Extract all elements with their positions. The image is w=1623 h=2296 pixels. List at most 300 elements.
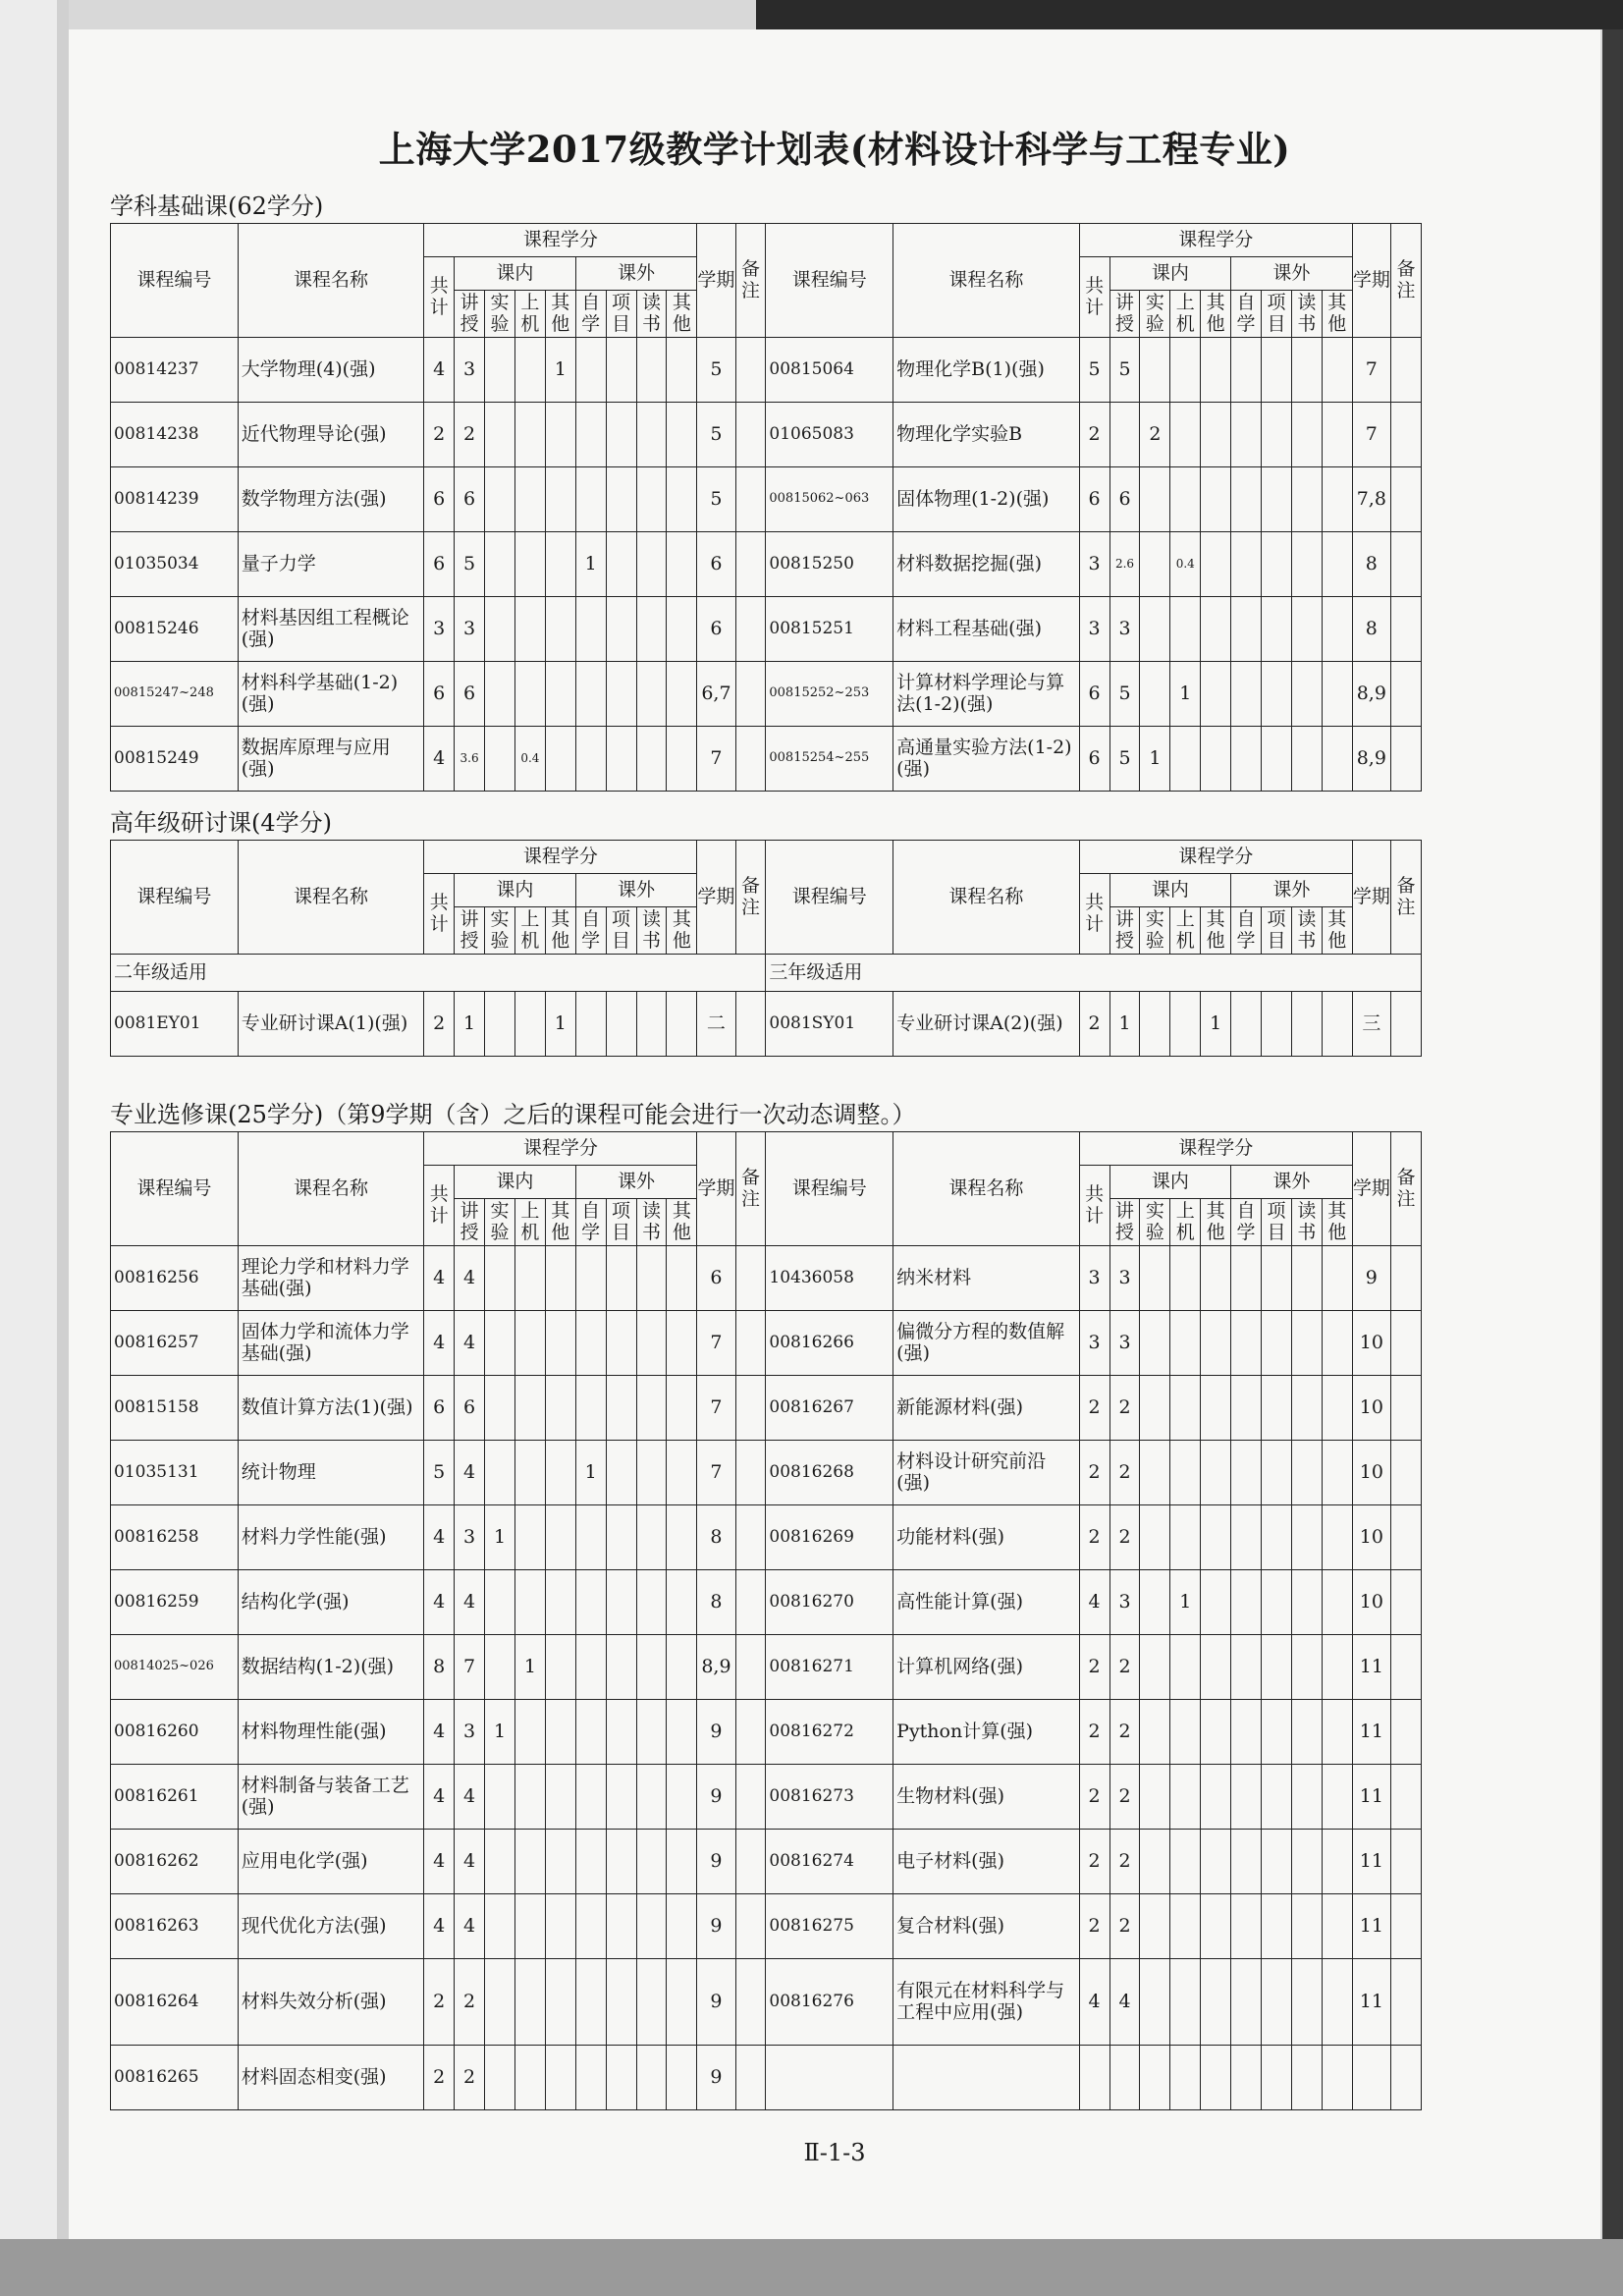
table-row [111,992,1422,1057]
credit-cell [485,1765,515,1830]
credit-total [1079,2046,1109,2110]
credit-cell [1231,403,1262,467]
course-name [893,2046,1080,2110]
credit-cell [1291,1570,1322,1635]
semester-cell: 6 [697,1246,735,1311]
credit-cell [1322,992,1352,1057]
credit-cell [545,532,575,597]
course-name: 材料制备与装备工艺(强) [238,1765,424,1830]
course-name: 高通量实验方法(1-2)(强) [893,727,1080,792]
credit-cell [575,662,606,727]
credit-cell [485,532,515,597]
credit-total: 4 [424,727,455,792]
header-out-class: 课外 [575,874,697,907]
credit-cell [1291,1830,1322,1894]
credit-cell [575,2046,606,2110]
course-name: 统计物理 [238,1441,424,1505]
semester-cell: 7 [1352,403,1390,467]
credit-cell [545,1441,575,1505]
header-project: 项目 [1262,291,1292,338]
credit-total: 6 [424,1376,455,1441]
credit-cell [667,1765,697,1830]
credit-cell [1322,1376,1352,1441]
credit-cell: 2 [1109,1765,1140,1830]
credit-cell [606,338,636,403]
remark-cell [735,1635,766,1700]
credit-cell: 4 [1109,1959,1140,2046]
course-name: 材料固态相变(强) [238,2046,424,2110]
semester-cell: 10 [1352,1376,1390,1441]
scan-left-margin [0,0,69,2296]
credit-cell [1231,1959,1262,2046]
header-out-class: 课外 [1231,1166,1353,1199]
credit-cell [1231,992,1262,1057]
semester-cell: 8 [697,1570,735,1635]
course-code: 00816267 [766,1376,893,1441]
credit-cell [606,2046,636,2110]
credit-cell [1201,1635,1231,1700]
credit-cell [636,662,667,727]
remark-cell [1390,1894,1421,1959]
credit-cell [1231,2046,1262,2110]
credit-cell: 2.6 [1109,532,1140,597]
credit-total: 2 [1079,1635,1109,1700]
credit-total: 4 [424,1505,455,1570]
credit-cell: 4 [455,1441,485,1505]
credit-cell [1140,1441,1170,1505]
credit-cell: 3 [1109,1311,1140,1376]
seminar-course-table [110,840,1422,1057]
credit-cell [1231,1830,1262,1894]
credit-cell [1231,1700,1262,1765]
credit-cell [1291,1959,1322,2046]
credit-cell [485,597,515,662]
header-project: 项目 [1262,1199,1292,1246]
credit-cell: 1 [1170,1570,1201,1635]
header-out-class: 课外 [575,1166,697,1199]
credit-cell [1140,1765,1170,1830]
course-code: 00816259 [111,1570,239,1635]
credit-total: 5 [1079,338,1109,403]
course-code: 00816256 [111,1246,239,1311]
course-code: 00816273 [766,1765,893,1830]
credit-cell [514,1765,545,1830]
header-computer: 上机 [1170,291,1201,338]
credit-cell [575,467,606,532]
credit-cell: 1 [545,338,575,403]
credit-cell [1170,1441,1201,1505]
header-semester: 学期 [697,841,735,955]
credit-cell [636,1765,667,1830]
credit-total: 3 [1079,532,1109,597]
credit-cell [1262,662,1292,727]
remark-cell [735,1959,766,2046]
credit-cell [1291,532,1322,597]
credit-cell [606,1765,636,1830]
credit-cell [1201,1765,1231,1830]
credit-cell [1140,662,1170,727]
credit-cell [485,1894,515,1959]
credit-cell [514,597,545,662]
semester-cell: 11 [1352,1635,1390,1700]
table-row [111,727,1422,792]
semester-cell: 7 [697,1376,735,1441]
credit-cell [1291,338,1322,403]
credit-cell [575,1765,606,1830]
credit-cell [1109,403,1140,467]
course-name: 高性能计算(强) [893,1570,1080,1635]
credit-cell [606,1441,636,1505]
credit-cell [1262,1311,1292,1376]
scan-top-edge [0,0,1623,29]
header-self-study: 自学 [1231,1199,1262,1246]
table-row [111,1635,1422,1700]
header-total: 共计 [1079,1166,1109,1246]
semester-cell: 7 [697,1441,735,1505]
credit-cell [1291,1894,1322,1959]
semester-cell: 5 [697,467,735,532]
credit-cell [1201,597,1231,662]
remark-cell [735,467,766,532]
credit-cell [1231,1311,1262,1376]
credit-total: 2 [424,1959,455,2046]
credit-cell: 4 [455,1830,485,1894]
course-code: 00815250 [766,532,893,597]
course-code: 00815254~255 [766,727,893,792]
credit-cell [485,1311,515,1376]
table-row [111,1246,1422,1311]
semester-cell: 9 [1352,1246,1390,1311]
credit-total: 4 [424,1570,455,1635]
credit-cell [606,1635,636,1700]
semester-cell: 8 [697,1505,735,1570]
credit-cell [1291,597,1322,662]
header-remark: 备注 [735,1132,766,1246]
header-in-class: 课内 [1109,874,1231,907]
course-code: 00816268 [766,1441,893,1505]
credit-cell [1170,1700,1201,1765]
remark-cell [735,662,766,727]
header-remark: 备注 [735,841,766,955]
credit-cell [1291,992,1322,1057]
header-other-in: 其他 [545,291,575,338]
credit-cell [667,662,697,727]
credit-cell [636,1311,667,1376]
header-course-code: 课程编号 [111,1132,239,1246]
credit-cell [636,1441,667,1505]
header-lecture: 讲授 [1109,1199,1140,1246]
credit-cell [514,662,545,727]
credit-cell [1262,597,1292,662]
header-lecture: 讲授 [455,291,485,338]
credit-cell [1231,1570,1262,1635]
credit-cell [485,1570,515,1635]
course-name: 功能材料(强) [893,1505,1080,1570]
remark-cell [735,532,766,597]
credit-cell [1231,1441,1262,1505]
semester-cell: 6,7 [697,662,735,727]
course-name: 数据结构(1-2)(强) [238,1635,424,1700]
header-computer: 上机 [514,1199,545,1246]
course-code: 00816261 [111,1765,239,1830]
course-name: 偏微分方程的数值解(强) [893,1311,1080,1376]
credit-cell [636,1570,667,1635]
course-name: Python计算(强) [893,1700,1080,1765]
header-course-code: 课程编号 [111,224,239,338]
credit-cell [1291,1765,1322,1830]
credit-total: 6 [424,467,455,532]
table-row [111,662,1422,727]
credit-cell [1201,1894,1231,1959]
credit-cell [1231,1635,1262,1700]
credit-cell [575,1830,606,1894]
credit-cell: 6 [455,1376,485,1441]
credit-cell [485,662,515,727]
credit-cell [1201,1246,1231,1311]
credit-cell [1170,1830,1201,1894]
course-name: 新能源材料(强) [893,1376,1080,1441]
header-out-class: 课外 [1231,874,1353,907]
course-code [766,2046,893,2110]
credit-cell [1201,2046,1231,2110]
credit-total: 2 [1079,1765,1109,1830]
credit-cell: 5 [455,532,485,597]
credit-cell [1262,403,1292,467]
semester-cell: 7,8 [1352,467,1390,532]
header-course-name: 课程名称 [238,224,424,338]
semester-cell: 9 [697,1894,735,1959]
credit-total: 2 [1079,1376,1109,1441]
semester-cell: 三 [1352,992,1390,1057]
credit-cell [1262,2046,1292,2110]
course-code: 00816258 [111,1505,239,1570]
header-reading: 读书 [1291,907,1322,955]
course-name: 材料失效分析(强) [238,1959,424,2046]
remark-cell [735,1505,766,1570]
credit-cell [667,1246,697,1311]
course-name: 量子力学 [238,532,424,597]
course-name: 材料设计研究前沿(强) [893,1441,1080,1505]
credit-cell [485,403,515,467]
credit-cell [545,1505,575,1570]
credit-cell [636,992,667,1057]
credit-cell [1262,532,1292,597]
course-name: 应用电化学(强) [238,1830,424,1894]
course-name: 理论力学和材料力学基础(强) [238,1246,424,1311]
credit-cell [1170,1765,1201,1830]
group-label-third-year: 三年级适用 [766,955,1422,992]
semester-cell: 8,9 [697,1635,735,1700]
remark-cell [735,1570,766,1635]
credit-cell [1291,1441,1322,1505]
credit-cell: 1 [1201,992,1231,1057]
credit-cell: 4 [455,1570,485,1635]
table-row [111,1376,1422,1441]
remark-cell [735,2046,766,2110]
credit-cell [606,1505,636,1570]
basic-course-table [110,223,1422,792]
header-credits: 课程学分 [424,1132,697,1166]
header-self-study: 自学 [1231,291,1262,338]
credit-cell [636,1894,667,1959]
credit-cell: 1 [485,1700,515,1765]
credit-cell [636,1505,667,1570]
credit-cell [1140,1376,1170,1441]
credit-cell [636,1635,667,1700]
credit-cell [1231,1246,1262,1311]
credit-cell [1262,467,1292,532]
remark-cell [1390,1376,1421,1441]
credit-cell [545,1635,575,1700]
remark-cell [735,403,766,467]
header-project: 项目 [606,907,636,955]
credit-cell [1231,338,1262,403]
semester-cell: 9 [697,1830,735,1894]
header-other-in: 其他 [1201,907,1231,955]
credit-cell [1262,1894,1292,1959]
credit-cell [667,1570,697,1635]
credit-cell [1322,1765,1352,1830]
semester-cell: 二 [697,992,735,1057]
header-credits: 课程学分 [1079,841,1352,874]
credit-cell [1262,338,1292,403]
header-other-out: 其他 [667,907,697,955]
credit-cell [1262,1830,1292,1894]
course-code: 00815247~248 [111,662,239,727]
credit-total: 6 [1079,727,1109,792]
header-semester: 学期 [697,224,735,338]
course-code: 00816272 [766,1700,893,1765]
credit-cell [606,1700,636,1765]
semester-cell: 8,9 [1352,727,1390,792]
header-in-class: 课内 [455,257,576,291]
credit-cell [1140,1959,1170,2046]
credit-cell [1140,1830,1170,1894]
section-title-elective: 专业选修课(25学分)（第9学期（含）之后的课程可能会进行一次动态调整。） [110,1101,916,1128]
credit-cell [636,403,667,467]
course-code: 00816262 [111,1830,239,1894]
credit-cell [1322,1700,1352,1765]
credit-cell [606,1959,636,2046]
header-computer: 上机 [1170,907,1201,955]
header-other-in: 其他 [1201,1199,1231,1246]
course-code: 0081EY01 [111,992,239,1057]
credit-cell [575,727,606,792]
credit-cell [1201,403,1231,467]
header-total: 共计 [1079,874,1109,955]
credit-cell [1262,1505,1292,1570]
credit-cell: 5 [1109,662,1140,727]
credit-cell: 0.4 [514,727,545,792]
credit-cell [545,1246,575,1311]
remark-cell [1390,338,1421,403]
credit-cell [1201,1570,1231,1635]
credit-cell [606,1311,636,1376]
semester-cell: 7 [697,727,735,792]
remark-cell [735,1441,766,1505]
credit-cell [606,1376,636,1441]
credit-cell [575,992,606,1057]
credit-cell [1170,1635,1201,1700]
header-other-in: 其他 [545,1199,575,1246]
credit-cell: 2 [1109,1894,1140,1959]
credit-cell [1170,2046,1201,2110]
credit-cell [1140,597,1170,662]
credit-cell [545,1570,575,1635]
credit-cell [575,1894,606,1959]
remark-cell [735,1894,766,1959]
credit-cell: 2 [1109,1700,1140,1765]
credit-cell [514,1311,545,1376]
course-code: 00814238 [111,403,239,467]
credit-cell [1322,1505,1352,1570]
credit-cell [485,1376,515,1441]
credit-cell [1322,1441,1352,1505]
credit-cell [545,1376,575,1441]
header-course-name: 课程名称 [893,1132,1080,1246]
semester-cell: 6 [697,532,735,597]
credit-total: 4 [1079,1570,1109,1635]
course-name: 固体物理(1-2)(强) [893,467,1080,532]
credit-cell [636,597,667,662]
credit-cell [667,1441,697,1505]
header-total: 共计 [1079,257,1109,338]
remark-cell [1390,597,1421,662]
header-credits: 课程学分 [1079,224,1352,257]
credit-cell [1262,1246,1292,1311]
credit-total: 4 [424,1894,455,1959]
credit-cell: 1 [485,1505,515,1570]
credit-cell [1140,1311,1170,1376]
credit-cell [1201,1959,1231,2046]
credit-cell [1201,1441,1231,1505]
credit-cell [514,1830,545,1894]
credit-cell [514,1894,545,1959]
header-other-out: 其他 [1322,1199,1352,1246]
credit-cell [1201,1376,1231,1441]
header-self-study: 自学 [575,1199,606,1246]
semester-cell: 7 [1352,338,1390,403]
header-experiment: 实验 [1140,291,1170,338]
course-code: 00816270 [766,1570,893,1635]
course-name: 固体力学和流体力学基础(强) [238,1311,424,1376]
credit-cell [545,1765,575,1830]
header-project: 项目 [606,291,636,338]
semester-cell [1352,2046,1390,2110]
credit-total: 6 [1079,467,1109,532]
header-course-name: 课程名称 [238,1132,424,1246]
credit-cell [636,338,667,403]
credit-cell [1291,1700,1322,1765]
credit-cell [485,1959,515,2046]
header-credits: 课程学分 [1079,1132,1352,1166]
credit-cell: 4 [455,1894,485,1959]
header-in-class: 课内 [1109,1166,1231,1199]
credit-cell [1140,1894,1170,1959]
credit-cell [1262,1376,1292,1441]
course-name: 材料力学性能(强) [238,1505,424,1570]
credit-cell [1140,2046,1170,2110]
header-reading: 读书 [636,1199,667,1246]
credit-cell [514,1700,545,1765]
credit-cell [485,727,515,792]
header-out-class: 课外 [575,257,697,291]
semester-cell: 8 [1352,597,1390,662]
course-code: 00816264 [111,1959,239,2046]
credit-cell [514,467,545,532]
credit-total: 3 [1079,1246,1109,1311]
header-other-in: 其他 [545,907,575,955]
